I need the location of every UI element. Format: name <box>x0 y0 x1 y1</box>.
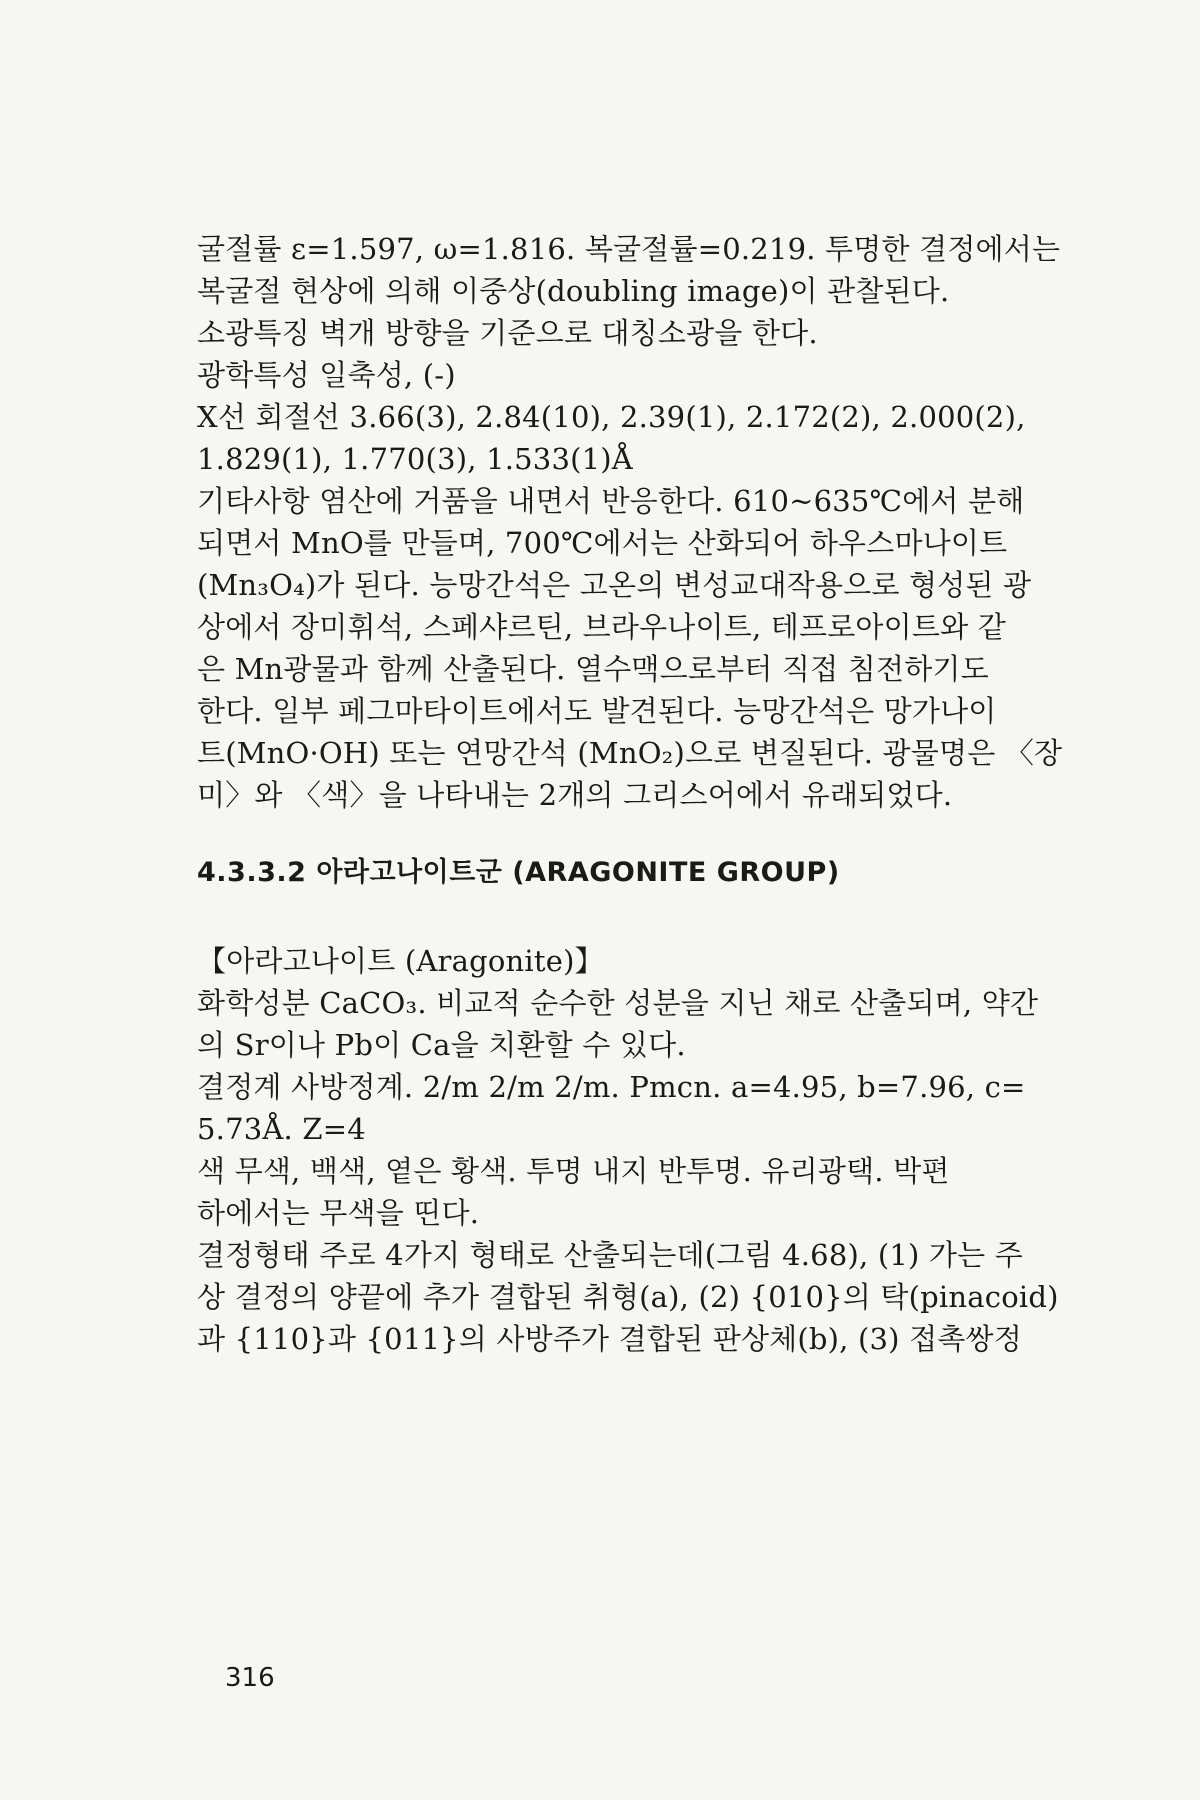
text-line: 트(MnO·OH) 또는 연망간석 (MnO₂)으로 변질된다. 광물명은 〈장 <box>197 736 1063 770</box>
text-line: 하에서는 무색을 띤다. <box>197 1196 480 1230</box>
text-line: 미〉와 〈색〉을 나타내는 2개의 그리스어에서 유래되었다. <box>197 778 953 812</box>
spacer <box>197 894 1057 940</box>
text-line: 1.829(1), 1.770(3), 1.533(1)Å <box>197 442 633 476</box>
text-line: 과 {110}과 {011}의 사방주가 결합된 판상체(b), (3) 접촉쌍정 <box>197 1322 1022 1356</box>
page-number: 316 <box>225 1663 275 1693</box>
aragonite-properties <box>197 940 1057 1360</box>
text-line: 결정계 사방정계. 2/m 2/m 2/m. Pmcn. a=4.95, b=7.96, c= <box>197 1070 1026 1104</box>
text-line: 색 무색, 백색, 옅은 황색. 투명 내지 반투명. 유리광택. 박편 <box>197 1154 950 1188</box>
text-line: 5.73Å. Z=4 <box>197 1112 366 1146</box>
mineral-title: 【아라고나이트 (Aragonite)】 <box>197 944 604 978</box>
text-line: 상에서 장미휘석, 스페샤르틴, 브라우나이트, 테프로아이트와 같 <box>197 610 1006 644</box>
text-line: 소광특징 벽개 방향을 기준으로 대칭소광을 한다. <box>197 316 818 350</box>
text-line: 복굴절 현상에 의해 이중상(doubling image)이 관찰된다. <box>197 274 950 308</box>
rhodochrosite-properties <box>197 228 1063 816</box>
text-line: (Mn₃O₄)가 된다. 능망간석은 고온의 변성교대작용으로 형성된 광 <box>197 568 1032 602</box>
text-line: 광학특성 일축성, (-) <box>197 358 456 392</box>
text-line: 결정형태 주로 4가지 형태로 산출되는데(그림 4.68), (1) 가는 주 <box>197 1238 1023 1272</box>
section-heading: 4.3.3.2 아라고나이트군 (ARAGONITE GROUP) <box>197 857 840 888</box>
body-text <box>197 228 1063 1360</box>
text-line: 굴절률 ε=1.597, ω=1.816. 복굴절률=0.219. 투명한 결정에서는 <box>197 232 1061 266</box>
text-line: 의 Sr이나 Pb이 Ca을 치환할 수 있다. <box>197 1028 686 1062</box>
text-line: 은 Mn광물과 함께 산출된다. 열수맥으로부터 직접 침전하기도 <box>197 652 989 686</box>
text-line: 한다. 일부 페그마타이트에서도 발견된다. 능망간석은 망가나이 <box>197 694 997 728</box>
text-line: 화학성분 CaCO₃. 비교적 순수한 성분을 지닌 채로 산출되며, 약간 <box>197 986 1039 1020</box>
text-line: 상 결정의 양끝에 추가 결합된 취형(a), (2) {010}의 탁(pinacoid) <box>197 1280 1059 1314</box>
spacer <box>197 816 1057 852</box>
text-line: X선 회절선 3.66(3), 2.84(10), 2.39(1), 2.172(2), 2.000(2), <box>197 400 1026 434</box>
text-line: 되면서 MnO를 만들며, 700℃에서는 산화되어 하우스마나이트 <box>197 526 1008 560</box>
text-line: 기타사항 염산에 거품을 내면서 반응한다. 610~635℃에서 분해 <box>197 484 1025 518</box>
